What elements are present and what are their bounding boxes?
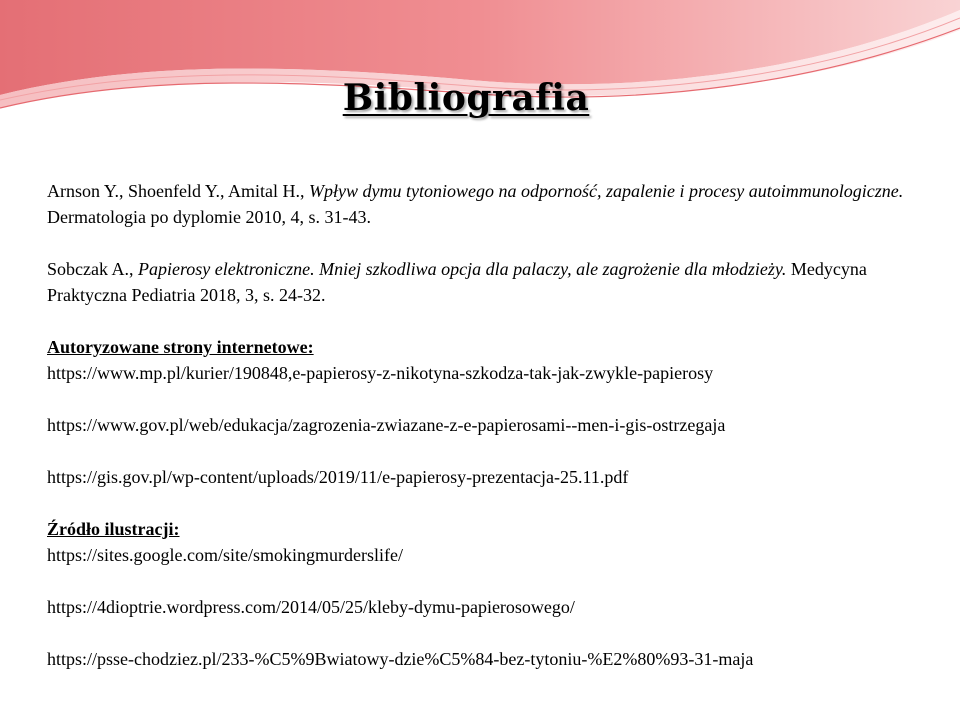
illustrations-heading: Źródło ilustracji: — [47, 519, 180, 539]
website-url[interactable]: https://gis.gov.pl/wp-content/uploads/2019/11/e-papierosy-prezentacja-25.11.pdf — [47, 467, 629, 487]
entry-source: Medycyna Praktyczna Pediatria 2018, 3, s. 24-32. — [47, 259, 867, 305]
illustration-url[interactable]: https://psse-chodziez.pl/233-%C5%9Bwiatowy-dzie%C5%84-bez-tytoniu-%E2%80%93-31-maja — [47, 649, 754, 669]
bibliography-content — [47, 178, 927, 672]
website-url[interactable]: https://www.mp.pl/kurier/190848,e-papierosy-z-nikotyna-szkodza-tak-jak-zwykle-papierosy — [47, 363, 714, 383]
entry-authors: Sobczak A., — [47, 259, 138, 279]
illustration-url[interactable]: https://sites.google.com/site/smokingmurderslife/ — [47, 545, 403, 565]
bibliography-entry — [47, 178, 927, 230]
entry-work-title: Wpływ dymu tytoniowego na odporność, zapalenie i procesy autoimmunologiczne. — [309, 181, 904, 201]
bibliography-entry — [47, 256, 927, 308]
website-url[interactable]: https://www.gov.pl/web/edukacja/zagrozenia-zwiazane-z-e-papierosami--men-i-gis-ostrzegaja — [47, 415, 726, 435]
slide-title: Bibliografia — [342, 77, 590, 119]
websites-heading: Autoryzowane strony internetowe: — [47, 337, 314, 357]
entry-authors: Arnson Y., Shoenfeld Y., Amital H., — [47, 181, 310, 201]
entry-work-title: Papierosy elektroniczne. Mniej szkodliwa opcja dla palaczy, ale zagrożenie dla młodzieży. — [137, 259, 787, 279]
entry-source: Dermatologia po dyplomie 2010, 4, s. 31-43. — [47, 207, 371, 227]
illustration-url[interactable]: https://4dioptrie.wordpress.com/2014/05/25/kleby-dymu-papierosowego/ — [47, 597, 575, 617]
